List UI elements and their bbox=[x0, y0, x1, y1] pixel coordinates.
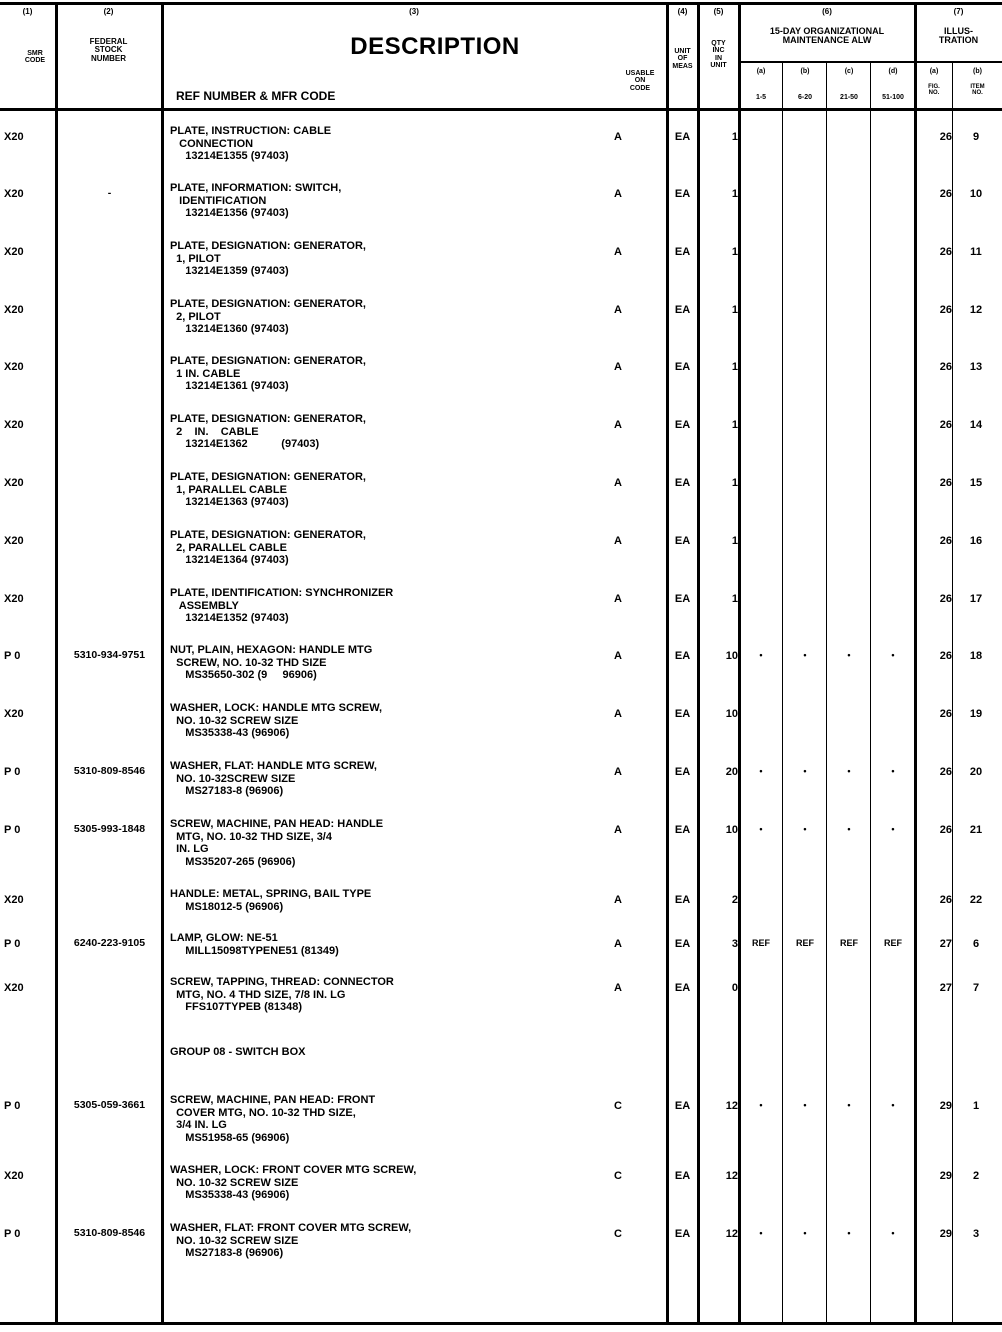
smr-cell: X20 bbox=[4, 131, 24, 143]
smr-cell: X20 bbox=[4, 894, 24, 906]
usable-on-code-label: USABLE ON CODE bbox=[625, 70, 655, 92]
unit-cell: EA bbox=[674, 650, 691, 662]
col1-num: (1) bbox=[22, 7, 33, 16]
description-cell: WASHER, LOCK: FRONT COVER MTG SCREW, NO. 10-32 SCREW SIZE MS35338-43 (96906) bbox=[170, 1164, 417, 1201]
item-no-cell: 22 bbox=[969, 894, 983, 906]
qty-cell: 10 bbox=[725, 650, 738, 662]
fig-no-cell: 26 bbox=[939, 650, 952, 662]
alw-d-cell: • bbox=[891, 1228, 895, 1238]
smr-cell: P 0 bbox=[4, 938, 21, 950]
alw-d-cell: REF bbox=[884, 938, 902, 948]
smr-cell: X20 bbox=[4, 535, 24, 547]
usable-on-code-cell: C bbox=[614, 1228, 622, 1240]
col5-num: (5) bbox=[713, 7, 724, 16]
col5-label: QTY INC IN UNIT bbox=[710, 40, 727, 70]
col7-header-divider bbox=[916, 61, 1002, 63]
alw-c-cell: • bbox=[847, 650, 851, 660]
fsn-cell: 6240-223-9105 bbox=[73, 937, 146, 949]
smr-cell: P 0 bbox=[4, 824, 21, 836]
item-no-cell: 16 bbox=[969, 535, 983, 547]
qty-cell: 1 bbox=[731, 131, 738, 143]
col-divider-2 bbox=[161, 2, 164, 1324]
col1-label: SMR CODE bbox=[24, 50, 46, 65]
item-no-cell: 6 bbox=[972, 938, 980, 950]
top-border bbox=[0, 2, 1002, 5]
alw-a-cell: • bbox=[759, 824, 763, 834]
item-no-cell: 19 bbox=[969, 708, 983, 720]
alw-c-cell: • bbox=[847, 824, 851, 834]
description-cell: PLATE, INFORMATION: SWITCH, IDENTIFICATION 13214E1356 (97403) bbox=[170, 182, 342, 219]
fig-no-cell: 26 bbox=[939, 477, 952, 489]
alw-d-cell: • bbox=[891, 1100, 895, 1110]
col7a-label: FIG. NO. bbox=[928, 84, 940, 97]
qty-cell: 3 bbox=[731, 938, 738, 950]
qty-cell: 12 bbox=[725, 1170, 738, 1182]
smr-cell: X20 bbox=[4, 188, 24, 200]
unit-cell: EA bbox=[674, 419, 691, 431]
alw-d-cell: • bbox=[891, 824, 895, 834]
description-cell: PLATE, DESIGNATION: GENERATOR, 2 IN. CABLE 13214E1362 (97403) bbox=[170, 413, 366, 450]
smr-cell: P 0 bbox=[4, 1100, 21, 1112]
unit-cell: EA bbox=[674, 188, 691, 200]
smr-cell: X20 bbox=[4, 419, 24, 431]
unit-cell: EA bbox=[674, 1170, 691, 1182]
col6-num: (6) bbox=[822, 7, 832, 16]
description-cell: PLATE, DESIGNATION: GENERATOR, 2, PARALLEL CABLE 13214E1364 (97403) bbox=[170, 529, 366, 566]
unit-cell: EA bbox=[674, 894, 691, 906]
qty-cell: 2 bbox=[731, 894, 738, 906]
fsn-cell: 5305-059-3661 bbox=[73, 1099, 146, 1111]
smr-cell: X20 bbox=[4, 1170, 24, 1182]
usable-on-code-cell: A bbox=[614, 131, 622, 143]
col7a-id: (a) bbox=[929, 68, 939, 75]
smr-cell: X20 bbox=[4, 593, 24, 605]
fsn-cell: - bbox=[107, 187, 112, 199]
col-divider-6 bbox=[914, 2, 917, 1324]
item-no-cell: 3 bbox=[972, 1228, 980, 1240]
description-cell: SCREW, MACHINE, PAN HEAD: FRONT COVER MTG, NO. 10-32 THD SIZE, 3/4 IN. LG MS51958-65 (96906) bbox=[170, 1094, 376, 1144]
description-cell: HANDLE: METAL, SPRING, BAIL TYPE MS18012-5 (96906) bbox=[170, 888, 372, 913]
alw-b-cell: • bbox=[803, 766, 807, 776]
fig-no-cell: 26 bbox=[939, 766, 952, 778]
col6a-range: 1-5 bbox=[755, 94, 767, 101]
col-divider-4 bbox=[697, 2, 700, 1324]
smr-cell: P 0 bbox=[4, 766, 21, 778]
usable-on-code-cell: A bbox=[614, 188, 622, 200]
ref-mfr-subtitle: REF NUMBER & MFR CODE bbox=[176, 89, 336, 103]
fig-no-cell: 27 bbox=[939, 982, 952, 994]
alw-c-cell: • bbox=[847, 766, 851, 776]
fig-no-cell: 29 bbox=[939, 1228, 952, 1240]
description-cell: PLATE, DESIGNATION: GENERATOR, 1, PILOT 13214E1359 (97403) bbox=[170, 240, 366, 277]
unit-cell: EA bbox=[674, 361, 691, 373]
usable-on-code-cell: C bbox=[614, 1170, 622, 1182]
smr-cell: P 0 bbox=[4, 650, 21, 662]
item-no-cell: 12 bbox=[969, 304, 983, 316]
description-cell: PLATE, DESIGNATION: GENERATOR, 2, PILOT 13214E1360 (97403) bbox=[170, 298, 366, 335]
col2-label: FEDERAL STOCK NUMBER bbox=[89, 37, 128, 63]
qty-cell: 12 bbox=[725, 1100, 738, 1112]
col6b-id: (b) bbox=[800, 68, 810, 75]
fig-no-cell: 26 bbox=[939, 131, 952, 143]
header-rule bbox=[0, 108, 1002, 111]
alw-b-cell: • bbox=[803, 650, 807, 660]
description-cell: SCREW, TAPPING, THREAD: CONNECTOR MTG, NO. 4 THD SIZE, 7/8 IN. LG FFS107TYPEB (81348) bbox=[170, 976, 394, 1013]
description-cell: GROUP 08 - SWITCH BOX bbox=[170, 1046, 306, 1058]
alw-b-cell: • bbox=[803, 824, 807, 834]
alw-c-cell: REF bbox=[840, 938, 858, 948]
item-no-cell: 13 bbox=[969, 361, 983, 373]
description-cell: WASHER, FLAT: FRONT COVER MTG SCREW, NO. 10-32 SCREW SIZE MS27183-8 (96906) bbox=[170, 1222, 412, 1259]
alw-a-cell: • bbox=[759, 1100, 763, 1110]
qty-cell: 1 bbox=[731, 419, 738, 431]
item-no-cell: 10 bbox=[969, 188, 983, 200]
alw-b-cell: • bbox=[803, 1228, 807, 1238]
item-no-cell: 21 bbox=[969, 824, 983, 836]
smr-cell: X20 bbox=[4, 982, 24, 994]
col7-num: (7) bbox=[953, 7, 964, 16]
unit-cell: EA bbox=[674, 246, 691, 258]
item-no-cell: 20 bbox=[969, 766, 983, 778]
col-divider-5 bbox=[738, 2, 741, 1324]
qty-cell: 20 bbox=[725, 766, 738, 778]
col6-header-divider bbox=[739, 61, 915, 63]
item-no-cell: 18 bbox=[969, 650, 983, 662]
fig-no-cell: 26 bbox=[939, 894, 952, 906]
fig-no-cell: 26 bbox=[939, 708, 952, 720]
unit-cell: EA bbox=[674, 593, 691, 605]
fig-no-cell: 29 bbox=[939, 1100, 952, 1112]
fig-no-cell: 26 bbox=[939, 304, 952, 316]
qty-cell: 1 bbox=[731, 593, 738, 605]
qty-cell: 10 bbox=[725, 824, 738, 836]
qty-cell: 1 bbox=[731, 246, 738, 258]
usable-on-code-cell: A bbox=[614, 535, 622, 547]
fig-no-cell: 26 bbox=[939, 419, 952, 431]
alw-b-cell: REF bbox=[796, 938, 814, 948]
fig-no-cell: 26 bbox=[939, 188, 952, 200]
usable-on-code-cell: A bbox=[614, 824, 622, 836]
usable-on-code-cell: A bbox=[614, 593, 622, 605]
smr-cell: X20 bbox=[4, 361, 24, 373]
qty-cell: 12 bbox=[725, 1228, 738, 1240]
qty-cell: 1 bbox=[731, 477, 738, 489]
alw-a-cell: REF bbox=[752, 938, 770, 948]
col-divider-6c bbox=[870, 63, 871, 1324]
qty-cell: 1 bbox=[731, 535, 738, 547]
description-cell: PLATE, INSTRUCTION: CABLE CONNECTION 13214E1355 (97403) bbox=[170, 125, 332, 162]
usable-on-code-cell: A bbox=[614, 708, 622, 720]
alw-c-cell: • bbox=[847, 1100, 851, 1110]
unit-cell: EA bbox=[674, 938, 691, 950]
usable-on-code-cell: A bbox=[614, 938, 622, 950]
col6b-range: 6-20 bbox=[797, 94, 812, 101]
alw-d-cell: • bbox=[891, 766, 895, 776]
fig-no-cell: 26 bbox=[939, 361, 952, 373]
fig-no-cell: 29 bbox=[939, 1170, 952, 1182]
unit-cell: EA bbox=[674, 708, 691, 720]
description-cell: NUT, PLAIN, HEXAGON: HANDLE MTG SCREW, NO. 10-32 THD SIZE MS35650-302 (9 96906) bbox=[170, 644, 373, 681]
item-no-cell: 11 bbox=[970, 246, 982, 258]
col6d-range: 51-100 bbox=[882, 94, 904, 101]
alw-d-cell: • bbox=[891, 650, 895, 660]
smr-cell: X20 bbox=[4, 246, 24, 258]
description-cell: PLATE, DESIGNATION: GENERATOR, 1 IN. CABLE 13214E1361 (97403) bbox=[170, 355, 366, 392]
item-no-cell: 7 bbox=[972, 982, 980, 994]
fsn-cell: 5305-993-1848 bbox=[73, 823, 146, 835]
usable-on-code-cell: A bbox=[614, 650, 622, 662]
smr-cell: X20 bbox=[4, 708, 24, 720]
col7b-id: (b) bbox=[973, 68, 982, 75]
unit-cell: EA bbox=[674, 131, 691, 143]
fig-no-cell: 27 bbox=[939, 938, 952, 950]
description-cell: PLATE, IDENTIFICATION: SYNCHRONIZER ASSEMBLY 13214E1352 (97403) bbox=[170, 587, 394, 624]
usable-on-code-cell: A bbox=[614, 419, 622, 431]
description-title: DESCRIPTION bbox=[350, 33, 520, 60]
qty-cell: 10 bbox=[725, 708, 738, 720]
col6d-id: (d) bbox=[888, 68, 898, 75]
item-no-cell: 2 bbox=[972, 1170, 980, 1182]
alw-a-cell: • bbox=[759, 650, 763, 660]
qty-cell: 0 bbox=[731, 982, 738, 994]
usable-on-code-cell: A bbox=[614, 361, 622, 373]
qty-cell: 1 bbox=[731, 188, 738, 200]
smr-cell: X20 bbox=[4, 477, 24, 489]
usable-on-code-cell: A bbox=[614, 894, 622, 906]
col6c-id: (c) bbox=[844, 68, 854, 75]
fsn-cell: 5310-934-9751 bbox=[73, 649, 146, 661]
item-no-cell: 14 bbox=[969, 419, 983, 431]
fig-no-cell: 26 bbox=[939, 535, 952, 547]
description-cell: WASHER, FLAT: HANDLE MTG SCREW, NO. 10-32SCREW SIZE MS27183-8 (96906) bbox=[170, 760, 377, 797]
description-cell: WASHER, LOCK: HANDLE MTG SCREW, NO. 10-32 SCREW SIZE MS35338-43 (96906) bbox=[170, 702, 383, 739]
unit-cell: EA bbox=[674, 982, 691, 994]
bottom-border bbox=[0, 1322, 1002, 1325]
col-divider-6b bbox=[826, 63, 827, 1324]
col6a-id: (a) bbox=[756, 68, 766, 75]
fig-no-cell: 26 bbox=[939, 593, 952, 605]
unit-cell: EA bbox=[674, 766, 691, 778]
smr-cell: X20 bbox=[4, 304, 24, 316]
item-no-cell: 15 bbox=[969, 477, 983, 489]
col-divider-1 bbox=[55, 2, 58, 1324]
col6c-range: 21-50 bbox=[840, 94, 858, 101]
item-no-cell: 17 bbox=[969, 593, 983, 605]
col-divider-6a bbox=[782, 63, 783, 1324]
fsn-cell: 5310-809-8546 bbox=[73, 1227, 146, 1239]
unit-cell: EA bbox=[674, 304, 691, 316]
col7-label: ILLUS- TRATION bbox=[938, 26, 979, 46]
usable-on-code-cell: A bbox=[614, 477, 622, 489]
unit-cell: EA bbox=[674, 1100, 691, 1112]
qty-cell: 1 bbox=[731, 304, 738, 316]
description-cell: SCREW, MACHINE, PAN HEAD: HANDLE MTG, NO. 10-32 THD SIZE, 3/4 IN. LG MS35207-265 (96906) bbox=[170, 818, 384, 868]
col2-num: (2) bbox=[103, 7, 114, 16]
alw-a-cell: • bbox=[759, 766, 763, 776]
col4-label: UNIT OF MEAS bbox=[672, 48, 693, 70]
unit-cell: EA bbox=[674, 1228, 691, 1240]
usable-on-code-cell: C bbox=[614, 1100, 622, 1112]
col3-num: (3) bbox=[409, 7, 419, 16]
fsn-cell: 5310-809-8546 bbox=[73, 765, 146, 777]
fig-no-cell: 26 bbox=[939, 824, 952, 836]
fig-no-cell: 26 bbox=[939, 246, 952, 258]
col6-label: 15-DAY ORGANIZATIONAL MAINTENANCE ALW bbox=[769, 26, 885, 46]
alw-c-cell: • bbox=[847, 1228, 851, 1238]
unit-cell: EA bbox=[674, 535, 691, 547]
usable-on-code-cell: A bbox=[614, 246, 622, 258]
unit-cell: EA bbox=[674, 824, 691, 836]
item-no-cell: 9 bbox=[972, 131, 980, 143]
col7b-label: ITEM NO. bbox=[970, 84, 985, 97]
col-divider-3 bbox=[666, 2, 669, 1324]
qty-cell: 1 bbox=[731, 361, 738, 373]
unit-cell: EA bbox=[674, 477, 691, 489]
usable-on-code-cell: A bbox=[614, 304, 622, 316]
description-cell: PLATE, DESIGNATION: GENERATOR, 1, PARALLEL CABLE 13214E1363 (97403) bbox=[170, 471, 366, 508]
alw-a-cell: • bbox=[759, 1228, 763, 1238]
description-cell: LAMP, GLOW: NE-51 MILL15098TYPENE51 (81349) bbox=[170, 932, 339, 957]
smr-cell: P 0 bbox=[4, 1228, 21, 1240]
item-no-cell: 1 bbox=[972, 1100, 980, 1112]
usable-on-code-cell: A bbox=[614, 766, 622, 778]
usable-on-code-cell: A bbox=[614, 982, 622, 994]
alw-b-cell: • bbox=[803, 1100, 807, 1110]
col4-num: (4) bbox=[677, 7, 688, 16]
